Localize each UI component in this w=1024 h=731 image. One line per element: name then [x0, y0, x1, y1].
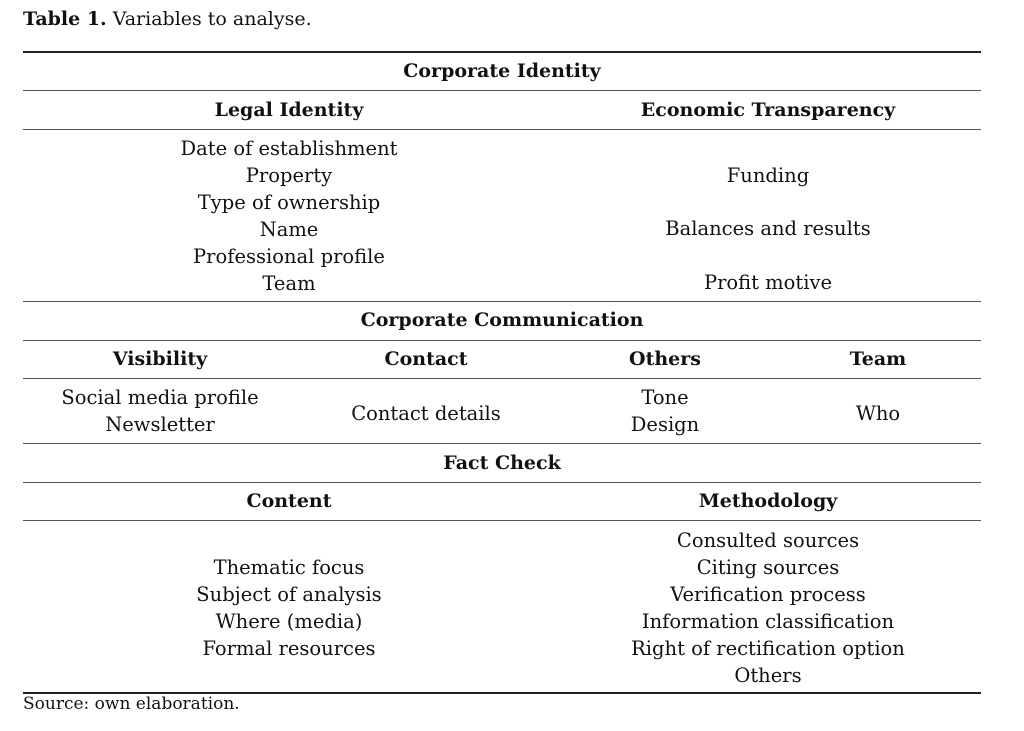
methodology-items: [555, 527, 981, 689]
list-item: Type of ownership: [197, 191, 381, 214]
rule: [23, 482, 981, 483]
list-item: Property: [245, 164, 333, 187]
visibility-items: [23, 384, 297, 438]
list-item: Funding: [726, 164, 810, 187]
list-item: Right of rectification option: [631, 637, 905, 660]
list-item: Where (media): [215, 610, 363, 633]
list-item: Design: [630, 413, 700, 436]
header-others: Others: [629, 348, 701, 370]
table-caption: [23, 8, 312, 30]
header-legal-identity: Legal Identity: [214, 99, 364, 121]
rule: [23, 129, 981, 130]
list-item: Tone: [641, 386, 689, 409]
list-item: Subject of analysis: [196, 583, 382, 606]
table-source-note: Source: own elaboration.: [23, 694, 240, 714]
list-item: Professional profile: [193, 245, 385, 268]
rule: [23, 378, 981, 379]
top-rule: [23, 51, 981, 53]
list-item: Information classification: [641, 610, 895, 633]
rule: [23, 340, 981, 341]
section-title-corporate-communication: Corporate Communication: [360, 309, 644, 331]
header-methodology: Methodology: [698, 490, 838, 512]
others-items: [555, 384, 775, 438]
header-economic-transparency: Economic Transparency: [640, 99, 896, 121]
list-item: Balances and results: [665, 217, 871, 240]
header-content: Content: [246, 490, 332, 512]
list-item: Others: [734, 664, 802, 687]
list-item: Social media profile: [61, 386, 259, 409]
list-item: Verification process: [670, 583, 866, 606]
rule: [23, 520, 981, 521]
list-item: Profit motive: [703, 271, 833, 294]
list-item: Newsletter: [105, 413, 215, 436]
header-team: Team: [849, 348, 907, 370]
list-item: Who: [855, 402, 901, 425]
legal-identity-items: [23, 135, 555, 297]
list-item: Contact details: [351, 402, 501, 425]
list-item: Citing sources: [696, 556, 840, 579]
content-items: [23, 554, 555, 662]
list-item: Name: [259, 218, 319, 241]
list-item: Thematic focus: [213, 556, 365, 579]
header-contact: Contact: [384, 348, 468, 370]
list-item: Consulted sources: [676, 529, 860, 552]
caption-text: Variables to analyse.: [112, 8, 312, 30]
section-title-fact-check: Fact Check: [443, 452, 561, 474]
rule: [23, 301, 981, 302]
list-item: Team: [262, 272, 316, 295]
rule: [23, 443, 981, 444]
caption-label: Table 1.: [23, 8, 107, 30]
rule: [23, 90, 981, 91]
list-item: Date of establishment: [180, 137, 398, 160]
section-title-corporate-identity: Corporate Identity: [403, 60, 601, 82]
header-visibility: Visibility: [112, 348, 208, 370]
list-item: Formal resources: [202, 637, 376, 660]
